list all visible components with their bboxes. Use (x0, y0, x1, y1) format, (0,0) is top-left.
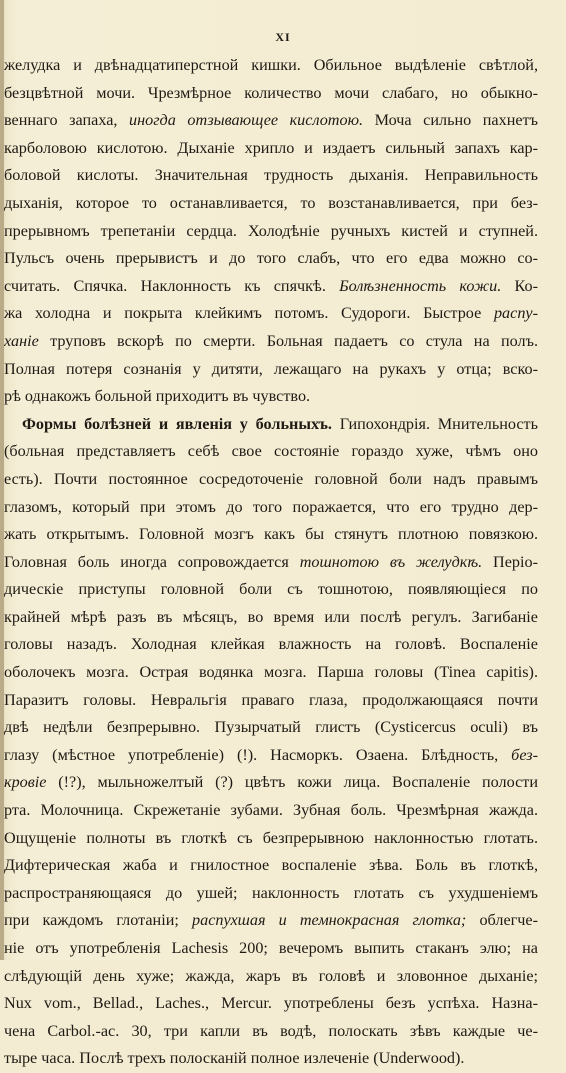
text-run: безцвѣтной мочи. Чрезмѣрное количество мочи слабаго, но обыкно- (4, 83, 538, 102)
text-line (4, 907, 538, 935)
text-run: Паразитъ головы. Невральгія праваго глаза, продолжающаяся почти (4, 690, 538, 709)
text-line (4, 52, 538, 80)
text-line (4, 273, 538, 301)
text-run: при каждомъ глотаніи; (4, 911, 193, 930)
text-run: глазу (мѣстное употребленіе) (!). Насморкъ. Озаена. Блѣдность, (4, 745, 512, 764)
text-line (4, 521, 538, 549)
text-run: Пульсъ очень прерывистъ и до того слабъ, что его едва можно со- (4, 249, 538, 268)
text-run: труповъ вскорѣ по смерти. Больная падаетъ со стула на полъ. (38, 331, 538, 350)
text-run: распространяющаяся до ушей; наклонность глотать съ ухудшеніемъ (4, 883, 538, 902)
page-number: XI (275, 30, 291, 44)
text-line (4, 631, 538, 659)
text-line (4, 1018, 538, 1046)
text-run: Дифтерическая жаба и гнилостное воспаленіе зѣва. Боль въ глоткѣ, (4, 856, 538, 875)
text-line (4, 466, 538, 494)
text-run: облегче- (466, 911, 538, 930)
text-run: головы назадъ. Холодная клейкая влажность на головѣ. Воспаленіе (4, 635, 538, 654)
text-line (4, 135, 538, 163)
italic-phrase: ханіе (4, 331, 39, 350)
italic-phrase: распу- (493, 304, 538, 323)
text-line (4, 107, 538, 135)
text-line (4, 659, 538, 687)
text-run: (!?), мыльножелтый (?) цвѣтъ кожи лица. Воспаленіе полости (46, 773, 538, 792)
text-line (4, 245, 538, 273)
text-run: чена Carbol.-ac. 30, три капли въ водѣ, полоскать зѣвъ каждые че- (4, 1021, 538, 1040)
text-run: дыханія, которое то останавливается, то возстанавливается, при без- (4, 193, 538, 212)
text-run: Nux vom., Bellad., Laches., Mercur. употреблены безъ успѣха. Назна- (4, 994, 538, 1013)
italic-phrase: распухшая и темнокрасная глотка; (192, 911, 467, 930)
text-line (4, 687, 538, 715)
text-line (4, 1045, 538, 1073)
text-line (4, 935, 538, 963)
text-line (4, 990, 538, 1018)
text-run: жать открытымъ. Головной мозгъ какъ бы стянутъ плотною повязкою. (4, 525, 538, 544)
text-run: есть). Почти постоянное сосредоточеніе головной боли надъ правымъ (4, 469, 538, 488)
text-run: рѣ однакожъ больной приходитъ въ чувство. (4, 387, 311, 406)
italic-phrase: без- (511, 745, 538, 764)
text-line (4, 356, 538, 384)
text-run: ніе отъ употребленія Lachesis 200; вечеромъ выпить стаканъ элю; на (4, 939, 538, 957)
text-line (4, 742, 538, 770)
text-run: крайней мѣрѣ разъ въ мѣсяцъ, во время или послѣ регулъ. Загибаніе (4, 607, 538, 626)
text-run: оболочекъ мозга. Острая водянка мозга. Парша головы (Tinea capitis). (4, 663, 538, 682)
text-run: карболовою кислотою. Дыханіе хрипло и издаетъ сильный запахъ кар- (4, 138, 538, 157)
text-run: боловой кислоты. Значительная трудность дыханія. Неправильность (4, 166, 538, 185)
text-line (4, 549, 538, 577)
text-line (4, 576, 538, 604)
text-line (4, 880, 538, 908)
text-run: рта. Молочница. Скрежетаніе зубами. Зубная боль. Чрезмѣрная жажда. (4, 801, 538, 820)
text-run: Ко- (501, 276, 538, 295)
text-run: Моча сильно пахнетъ (363, 111, 538, 130)
italic-phrase: иногда отзывающее кислотою. (129, 111, 364, 130)
text-line (4, 769, 538, 797)
text-line (4, 963, 538, 991)
text-line (4, 162, 538, 190)
text-run: Ощущеніе полноты въ глоткѣ съ безпрерывною наклонностью глотать. (4, 828, 538, 847)
text-line (4, 797, 538, 825)
text-run: Гипохондрія. Мнительность (331, 414, 538, 433)
text-run: Головная боль иногда сопровождается (4, 552, 300, 571)
section-heading: Формы болѣзней и явленія у больныхъ. (22, 414, 332, 433)
text-run: глазомъ, который при этомъ до того поражается, что его трудно дер- (4, 497, 538, 516)
text-line (4, 494, 538, 522)
text-line (4, 438, 538, 466)
text-run: двѣ недѣли безпрерывно. Пузырчатый глистъ (Cysticercus oculi) въ (4, 718, 538, 737)
text-run: веннаго запаха, (4, 111, 130, 130)
text-line (4, 80, 538, 108)
text-run: дическіе приступы головной боли съ тошнотою, появляющіеся по (4, 580, 538, 599)
text-line (4, 328, 538, 356)
text-line (4, 825, 538, 853)
text-run: Періо- (482, 552, 538, 571)
italic-phrase: Болѣзненность кожи. (339, 276, 502, 295)
body-text (4, 52, 538, 1073)
text-line (4, 218, 538, 246)
italic-phrase: кровіе (4, 773, 47, 792)
text-line (4, 300, 538, 328)
text-run: считать. Спячка. Наклонность къ спячкѣ. (4, 276, 340, 295)
text-run: желудка и двѣнадцатиперстной кишки. Обильное выдѣленіе свѣтлой, (4, 56, 538, 74)
text-run: Полная потеря сознанія у дитяти, лежащаго на рукахъ у отца; вско- (4, 359, 538, 378)
text-line (4, 714, 538, 742)
text-line (4, 411, 538, 439)
text-run: (больная представляетъ себѣ свое состояніе гораздо хуже, чѣмъ оно (4, 442, 538, 461)
italic-phrase: тошнотою въ желудкѣ. (299, 552, 483, 571)
text-line (4, 852, 538, 880)
text-line (4, 604, 538, 632)
text-run: жа холодна и покрыта клейкимъ потомъ. Судороги. Быстрое (4, 304, 494, 323)
text-line (4, 383, 538, 411)
text-line (4, 190, 538, 218)
text-run: прерывномъ трепетаніи сердца. Холодѣніе ручныхъ кистей и ступней. (4, 221, 538, 240)
text-run: тыре часа. Послѣ трехъ полосканій полное излеченіе (Underwood). (4, 1049, 465, 1068)
text-run: слѣдующій день хуже; жажда, жаръ въ головѣ и зловонное дыханіе; (4, 966, 538, 985)
